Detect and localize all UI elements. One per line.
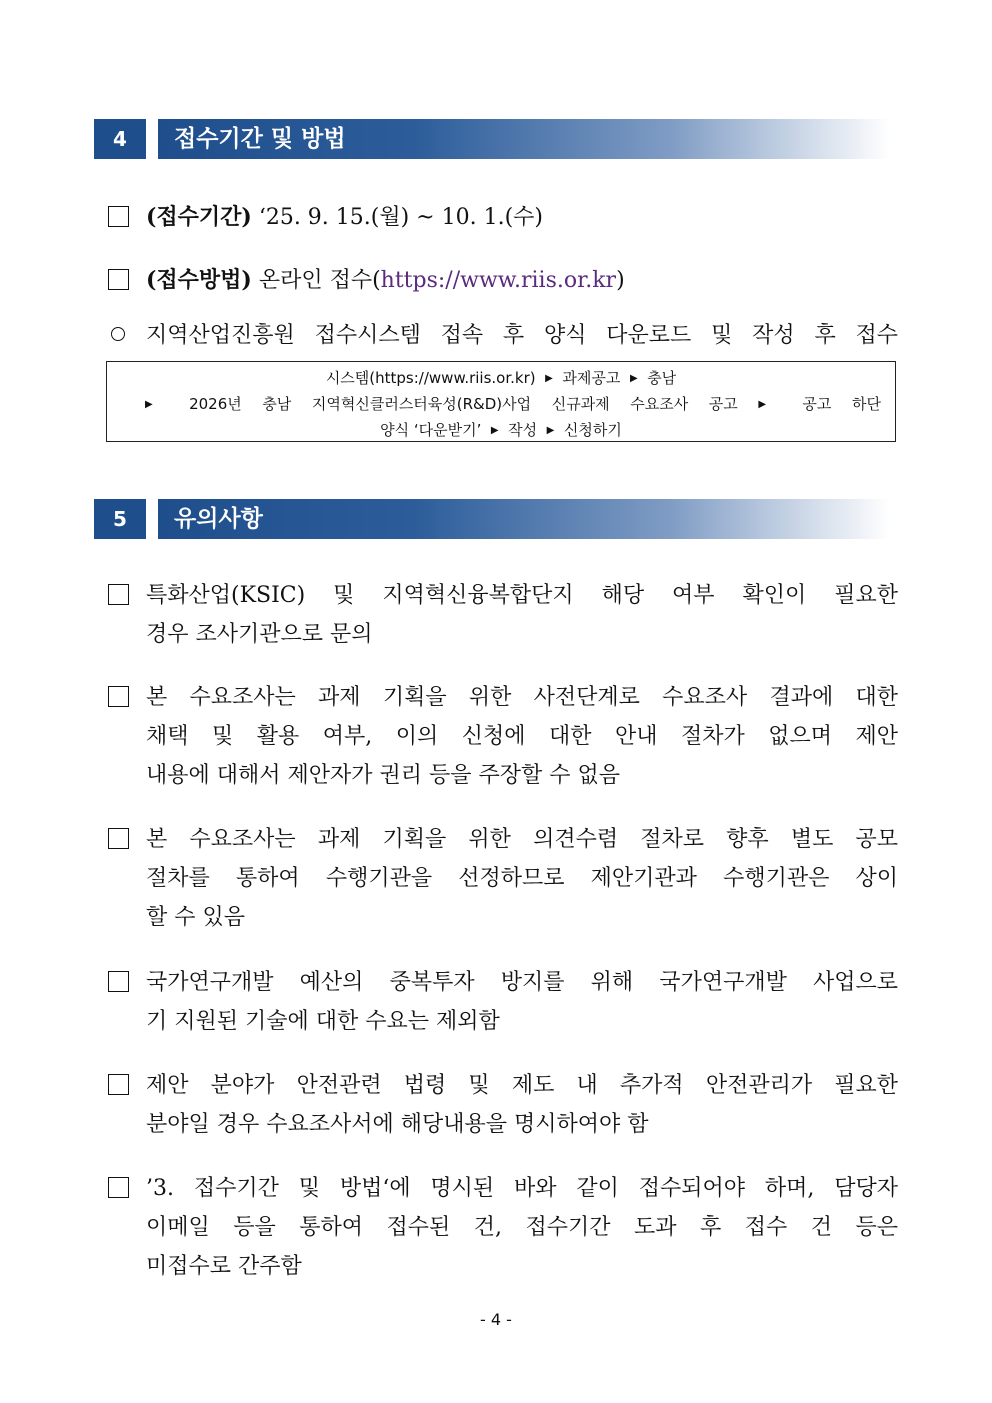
submission-instruction-text: 지역산업진흥원 접수시스템 접속 후 양식 다운로드 및 작성 후 접수 — [146, 323, 898, 348]
notice-line: ’3. 접수기간 및 방법‘에 명시된 바와 같이 접수되어야 하며, 담당자 — [146, 1176, 898, 1201]
checkbox-icon — [108, 584, 129, 605]
arrow-right-icon: ▶ — [629, 373, 638, 384]
notice-line: 국가연구개발 예산의 중복투자 방지를 위해 국가연구개발 사업으로 — [146, 970, 898, 995]
section-5-title-bar — [158, 499, 890, 539]
reception-method-label: (접수방법) — [146, 267, 252, 293]
reception-period-line — [146, 200, 543, 231]
arrow-right-icon: ▶ — [545, 373, 553, 384]
checkbox-icon — [108, 828, 129, 849]
path-system: 시스템(https://www.riis.or.kr) — [325, 369, 536, 387]
path-announcement: 2026년 충남 지역혁신클러스터육성(R&D)사업 신규과제 수요조사 공고 — [189, 395, 738, 413]
reception-method-close: ) — [616, 268, 625, 293]
checkbox-icon — [108, 1177, 129, 1198]
path-download: 양식 ‘다운받기’ — [380, 421, 482, 439]
path-apply: 신청하기 — [563, 421, 622, 439]
section-4-title: 접수기간 및 방법 — [174, 126, 346, 152]
page-number: - 4 - — [480, 1310, 512, 1329]
section-5-header — [94, 499, 894, 539]
reception-method-text: 온라인 접수( — [258, 268, 381, 293]
path-line-1 — [107, 367, 895, 388]
section-5-title: 유의사항 — [174, 506, 263, 532]
notice-line: 이메일 등을 통하여 접수된 건, 접수기간 도과 후 접수 건 등은 — [146, 1215, 898, 1240]
notice-line: 미접수로 간주함 — [146, 1254, 302, 1279]
notice-line: 할 수 있음 — [146, 905, 245, 930]
arrow-right-icon: ▶ — [546, 425, 555, 436]
notice-line: 특화산업(KSIC) 및 지역혁신융복합단지 해당 여부 확인이 필요한 — [146, 583, 898, 608]
checkbox-icon — [108, 206, 129, 227]
checkbox-icon — [108, 1074, 129, 1095]
reception-period-label: (접수기간) — [146, 204, 252, 230]
circle-bullet-icon — [111, 327, 125, 341]
path-bottom: 공고 하단 — [802, 395, 881, 413]
arrow-right-icon: ▶ — [490, 425, 499, 436]
reception-method-line — [146, 263, 625, 294]
checkbox-icon — [108, 686, 129, 707]
path-line-3 — [107, 419, 895, 440]
reception-url-link[interactable]: https://www.riis.or.kr — [380, 268, 617, 293]
reception-period-text: ‘25. 9. 15.(월) ~ 10. 1.(수) — [258, 205, 543, 230]
notice-line: 기 지원된 기술에 대한 수요는 제외함 — [146, 1009, 500, 1034]
notice-line: 절차를 통하여 수행기관을 선정하므로 제안기관과 수행기관은 상이 — [146, 866, 898, 891]
notice-line: 제안 분야가 안전관련 법령 및 제도 내 추가적 안전관리가 필요한 — [146, 1073, 898, 1098]
submission-path-box — [106, 361, 896, 442]
notice-line: 본 수요조사는 과제 기획을 위한 사전단계로 수요조사 결과에 대한 — [146, 685, 898, 710]
section-5-number: 5 — [94, 499, 146, 539]
notice-line: 내용에 대해서 제안자가 권리 등을 주장할 수 없음 — [146, 763, 620, 788]
section-4-number: 4 — [94, 119, 146, 159]
checkbox-icon — [108, 269, 129, 290]
notice-line: 경우 조사기관으로 문의 — [146, 622, 373, 647]
notice-line: 분야일 경우 수요조사서에 해당내용을 명시하여야 함 — [146, 1112, 649, 1137]
notice-line: 채택 및 활용 여부, 이의 신청에 대한 안내 절차가 없으며 제안 — [146, 724, 898, 749]
path-line-2 — [145, 393, 881, 414]
path-notice: 과제공고 — [562, 369, 621, 387]
arrow-right-icon: ▶ — [758, 399, 782, 410]
notice-line: 본 수요조사는 과제 기획을 위한 의견수렴 절차로 향후 별도 공모 — [146, 827, 898, 852]
section-4-header — [94, 119, 894, 159]
path-write: 작성 — [508, 421, 538, 439]
checkbox-icon — [108, 971, 129, 992]
arrow-right-icon: ▶ — [145, 399, 169, 410]
path-region: 충남 — [647, 369, 677, 387]
